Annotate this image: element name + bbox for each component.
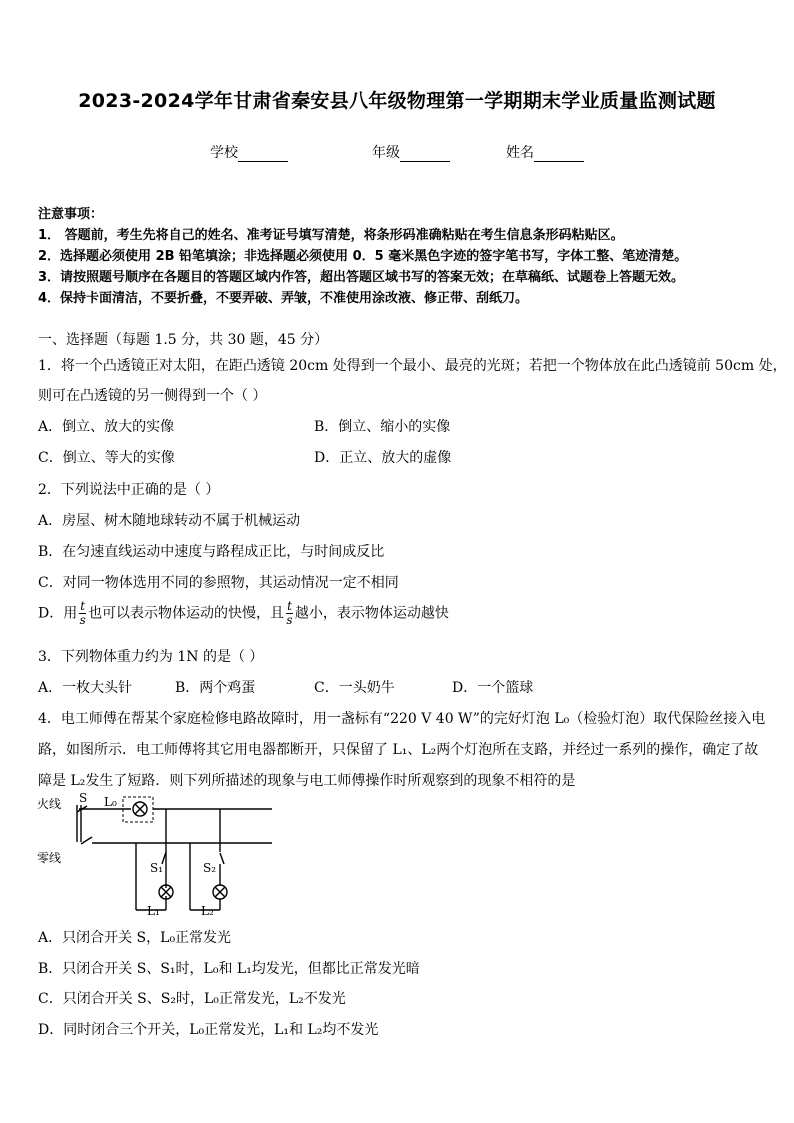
notice-item-4: 4．保持卡面清洁，不要折叠，不要弄破、弄皱，不准使用涂改液、修正带、刮纸刀。 [38,291,529,306]
grade-field [372,142,450,162]
q3-option-c: C．一头奶牛 [314,680,395,696]
q2-option-b: B．在匀速直线运动中速度与路程成正比，与时间成反比 [38,544,385,560]
fraction-numerator: t [80,599,86,613]
name-blank[interactable] [534,147,584,162]
notice-heading: 注意事项： [38,207,104,222]
page-title: 2023-2024学年甘肃省秦安县八年级物理第一学期期末学业质量监测试题 [78,90,716,112]
switch-s2-label: S₂ [203,861,217,875]
q2-option-c: C．对同一物体选用不同的参照物，其运动情况一定不相同 [38,575,399,591]
neutral-wire-label: 零线 [37,851,62,865]
notice-item-2: 2．选择题必须使用 2B 铅笔填涂；非选择题必须使用 0．5 毫米黑色字迹的签字笔书写，字体工整、笔迹清楚。 [38,249,688,264]
school-field [210,142,288,162]
q2-stem: 2．下列说法中正确的是（ ） [38,482,220,498]
notice-item-3: 3．请按照题号顺序在各题目的答题区域内作答，超出答题区域书写的答案无效；在草稿纸、试题卷上答题无效。 [38,270,685,285]
q2-d-post: 越小，表示物体运动越快 [294,605,449,622]
q1-option-b: B．倒立、缩小的实像 [314,419,451,435]
q3-option-a: A．一枚大头针 [38,680,133,696]
q4-stem-line1: 4．电工师傅在帮某个家庭检修电路故障时，用一盏标有“220 V 40 W”的完好灯泡 L₀（检验灯泡）取代保险丝接入电 [38,711,766,727]
q2-option-a: A．房屋、树木随地球转动不属于机械运动 [38,513,301,529]
switch-s-label: S [79,792,88,805]
fraction-numerator: t [287,599,292,613]
fraction-t-over-s [79,600,86,627]
q2-d-mid: 也可以表示物体运动的快慢，且 [88,605,285,622]
live-wire-label: 火线 [37,797,62,811]
fraction-denominator: s [286,613,293,627]
q4-option-a: A．只闭合开关 S，L₀正常发光 [38,930,232,946]
lamp-l0-label: L₀ [104,795,117,809]
notice-item-1: 1． 答题前，考生先将自己的姓名、准考证号填写清楚，将条形码准确粘贴在考生信息条形码粘贴区。 [38,228,624,243]
school-blank[interactable] [238,147,288,162]
q1-option-a: A．倒立、放大的实像 [38,419,175,435]
q3-option-d: D．一个篮球 [452,680,534,696]
q1-stem-line1: 1．将一个凸透镜正对太阳，在距凸透镜 20cm 处得到一个最小、最亮的光斑；若把一个物体放在此凸透镜前 50cm 处， [38,358,787,374]
lamp-l2-label: L₂ [201,904,214,917]
lamp-l1-label: L₁ [147,904,160,917]
q3-stem: 3．下列物体重力约为 1N 的是（ ） [38,649,264,665]
q3-option-b: B．两个鸡蛋 [175,680,256,696]
school-label: 学校 [210,145,238,161]
q2-d-pre: D．用 [38,605,78,622]
q1-option-d: D．正立、放大的虚像 [314,450,452,466]
q4-option-b: B．只闭合开关 S、S₁时，L₀和 L₁均发光，但都比正常发光暗 [38,961,420,977]
q2-option-d [38,600,449,627]
name-field [506,142,584,162]
circuit-diagram [36,792,276,917]
fraction-t-over-s-2 [286,600,293,627]
q4-option-c: C．只闭合开关 S、S₂时，L₀正常发光，L₂不发光 [38,991,346,1007]
q4-stem-line2: 路，如图所示．电工师傅将其它用电器都断开，只保留了 L₁、L₂两个灯泡所在支路，并经过一系列的操作，确定了故 [38,742,759,758]
section-heading: 一、选择题（每题 1.5 分，共 30 题，45 分） [38,332,329,348]
q4-option-d: D．同时闭合三个开关，L₀正常发光，L₁和 L₂均不发光 [38,1022,379,1038]
q1-stem-line2: 则可在凸透镜的另一侧得到一个（ ） [38,388,267,404]
grade-label: 年级 [372,145,400,161]
fraction-denominator: s [79,613,86,627]
name-label: 姓名 [506,145,534,161]
q1-option-c: C．倒立、等大的实像 [38,450,175,466]
q4-stem-line3: 障是 L₂发生了短路．则下列所描述的现象与电工师傅操作时所观察到的现象不相符的是 [38,773,576,789]
switch-s1-label: S₁ [150,861,164,875]
grade-blank[interactable] [400,147,450,162]
